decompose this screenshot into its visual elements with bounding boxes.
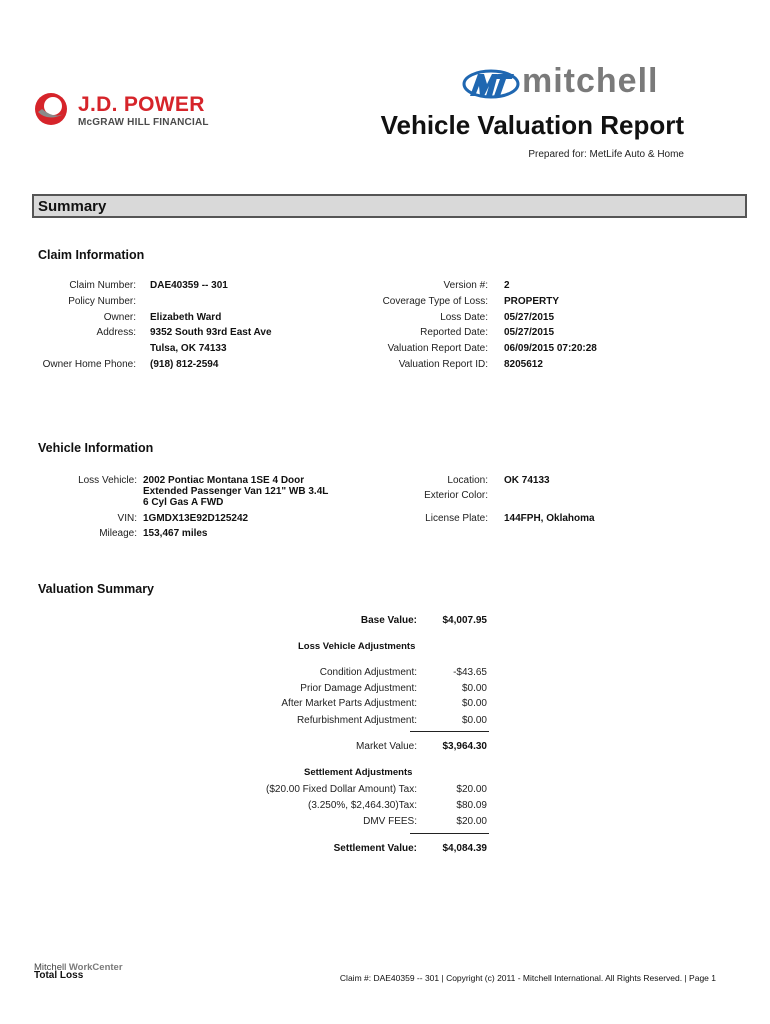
prior-damage-adjustment-label: Prior Damage Adjustment: <box>300 683 417 694</box>
loss-vehicle-adjustments-heading: Loss Vehicle Adjustments <box>298 641 416 652</box>
owner-phone-value: (918) 812-2594 <box>150 359 219 370</box>
refurbishment-adjustment-amount: $0.00 <box>461 715 487 726</box>
loss-vehicle-line1: 2002 Pontiac Montana 1SE 4 Door <box>143 475 305 486</box>
footer-brand-total-loss: Total Loss <box>34 970 84 981</box>
settlement-value-amount: $4,084.39 <box>442 843 487 854</box>
loss-date-value: 05/27/2015 <box>504 312 555 323</box>
prior-damage-adjustment-amount: $0.00 <box>461 683 487 694</box>
summary-title: Summary <box>38 198 107 215</box>
license-plate-label: License Plate: <box>425 513 488 524</box>
claim-number-value: DAE40359 -- 301 <box>150 280 228 291</box>
footer-brand-workcenter-text: WorkCenter <box>68 962 123 973</box>
owner-label: Owner: <box>103 312 136 323</box>
valuation-report-id-value: 8205612 <box>504 359 543 370</box>
vehicle-information-heading: Vehicle Information <box>38 441 154 455</box>
coverage-type-value: PROPERTY <box>504 296 560 307</box>
report-title: Vehicle Valuation Report <box>380 110 684 140</box>
mitchell-emblem-icon <box>462 68 520 100</box>
mileage-value: 153,467 miles <box>143 528 208 539</box>
percentage-tax-label: (3.250%, $2,464.30)Tax: <box>308 800 417 811</box>
base-value-amount: $4,007.95 <box>442 615 487 626</box>
prepared-for: Prepared for: MetLife Auto & Home <box>528 149 684 160</box>
location-value: OK 74133 <box>504 475 550 486</box>
exterior-color-label: Exterior Color: <box>424 490 488 501</box>
coverage-type-label: Coverage Type of Loss: <box>382 296 488 307</box>
settlement-adjustments-heading: Settlement Adjustments <box>304 767 413 778</box>
loss-vehicle-label: Loss Vehicle: <box>78 475 137 486</box>
reported-date-value: 05/27/2015 <box>504 327 555 338</box>
settlement-value-label: Settlement Value: <box>333 843 417 854</box>
valuation-report-id-label: Valuation Report ID: <box>398 359 488 370</box>
version-value: 2 <box>504 280 510 291</box>
claim-information-heading: Claim Information <box>38 248 145 262</box>
dmv-fees-amount: $20.00 <box>456 816 487 827</box>
market-value-label: Market Value: <box>356 741 417 752</box>
policy-number-label: Policy Number: <box>68 296 136 307</box>
fixed-dollar-tax-amount: $20.00 <box>456 784 487 795</box>
market-value-divider <box>410 731 489 732</box>
jd-power-subtitle: McGRAW HILL FINANCIAL <box>78 117 209 128</box>
owner-phone-label: Owner Home Phone: <box>42 359 136 370</box>
summary-section-bar <box>32 194 747 218</box>
address-line2: Tulsa, OK 74133 <box>150 343 227 354</box>
jd-power-title: J.D. POWER <box>78 93 205 116</box>
aftermarket-parts-adjustment-label: After Market Parts Adjustment: <box>281 698 417 709</box>
vin-label: VIN: <box>117 513 137 524</box>
fixed-dollar-tax-label: ($20.00 Fixed Dollar Amount) Tax: <box>265 784 417 795</box>
address-label: Address: <box>96 327 136 338</box>
percentage-tax-amount: $80.09 <box>456 800 487 811</box>
license-plate-value: 144FPH, Oklahoma <box>504 513 595 524</box>
base-value-label: Base Value: <box>360 615 417 626</box>
owner-value: Elizabeth Ward <box>150 312 222 323</box>
aftermarket-parts-adjustment-amount: $0.00 <box>461 698 487 709</box>
settlement-value-divider <box>410 833 489 834</box>
claim-number-label: Claim Number: <box>69 280 136 291</box>
footer-brand-mitchell: Mitchell <box>34 962 67 973</box>
loss-vehicle-line2: Extended Passenger Van 121" WB 3.4L <box>143 486 329 497</box>
jd-power-logo <box>34 92 224 132</box>
address-line1: 9352 South 93rd East Ave <box>150 327 272 338</box>
reported-date-label: Reported Date: <box>420 327 488 338</box>
loss-date-label: Loss Date: <box>440 312 488 323</box>
valuation-report-date-label: Valuation Report Date: <box>387 343 488 354</box>
mitchell-logo <box>462 62 684 106</box>
mileage-label: Mileage: <box>99 528 137 539</box>
refurbishment-adjustment-label: Refurbishment Adjustment: <box>296 715 417 726</box>
version-label: Version #: <box>443 280 488 291</box>
jd-power-swirl-icon <box>34 92 68 126</box>
loss-vehicle-line3: 6 Cyl Gas A FWD <box>143 497 224 508</box>
footer-copyright: Claim #: DAE40359 -- 301 | Copyright (c) 2011 - Mitchell International. All Rights Reserved. | Page 1 <box>339 973 716 983</box>
valuation-summary-heading: Valuation Summary <box>38 582 155 596</box>
condition-adjustment-amount: -$43.65 <box>453 667 487 678</box>
condition-adjustment-label: Condition Adjustment: <box>319 667 417 678</box>
vin-value: 1GMDX13E92D125242 <box>143 513 249 524</box>
market-value-amount: $3,964.30 <box>442 741 487 752</box>
valuation-report-date-value: 06/09/2015 07:20:28 <box>504 343 597 354</box>
dmv-fees-label: DMV FEES: <box>363 816 417 827</box>
location-label: Location: <box>447 475 488 486</box>
mitchell-wordmark: mitchell <box>522 62 659 100</box>
